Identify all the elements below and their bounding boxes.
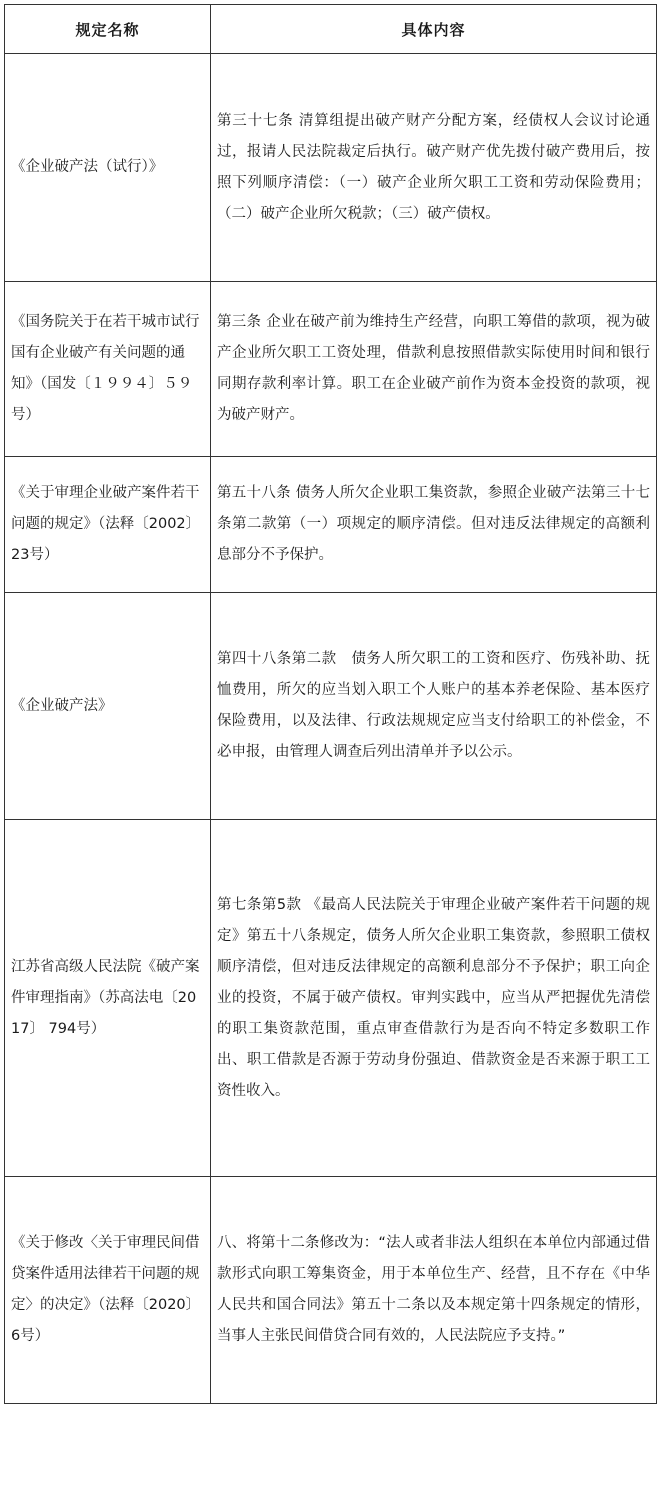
table-row (5, 593, 657, 820)
table-row (5, 1177, 657, 1404)
header-regulation-name: 规定名称 (5, 5, 211, 54)
regulation-name-cell: 《关于修改〈关于审理民间借贷案件适用法律若干问题的规定〉的决定》（法释〔2020〕6号） (5, 1177, 211, 1404)
regulation-name-cell: 《企业破产法（试行）》 (5, 54, 211, 282)
table-header-row (5, 5, 657, 54)
table-row (5, 820, 657, 1177)
regulation-name-cell: 《关于审理企业破产案件若干问题的规定》（法释〔2002〕23号） (5, 457, 211, 593)
regulations-table (4, 4, 657, 1404)
regulation-content-cell: 八、将第十二条修改为：“法人或者非法人组织在本单位内部通过借款形式向职工筹集资金，用于本单位生产、经营，且不存在《中华人民共和国合同法》第五十二条以及本规定第十四条规定的情形，当事人主张民间借贷合同有效的，人民法院应予支持。” (211, 1177, 657, 1404)
header-specific-content: 具体内容 (211, 5, 657, 54)
table-row (5, 54, 657, 282)
regulation-content-cell: 第三十七条 清算组提出破产财产分配方案，经债权人会议讨论通过，报请人民法院裁定后执行。破产财产优先拨付破产费用后，按照下列顺序清偿：（一）破产企业所欠职工工资和劳动保险费用；（二）破产企业所欠税款；（三）破产债权。 (211, 54, 657, 282)
regulation-content-cell: 第七条第5款 《最高人民法院关于审理企业破产案件若干问题的规定》第五十八条规定，债务人所欠企业职工集资款，参照职工债权顺序清偿，但对违反法律规定的高额利息部分不予保护；职工向企业的投资，不属于破产债权。审判实践中，应当从严把握优先清偿的职工集资款范围，重点审查借款行为是否向不特定多数职工作出、职工借款是否源于劳动身份强迫、借款资金是否来源于职工工资性收入。 (211, 820, 657, 1177)
regulation-content-cell: 第四十八条第二款 债务人所欠职工的工资和医疗、伤残补助、抚恤费用，所欠的应当划入职工个人账户的基本养老保险、基本医疗保险费用，以及法律、行政法规规定应当支付给职工的补偿金，不必申报，由管理人调查后列出清单并予以公示。 (211, 593, 657, 820)
regulation-name-cell: 《国务院关于在若干城市试行国有企业破产有关问题的通知》（国发〔１９９４〕５９号） (5, 282, 211, 457)
regulation-name-cell: 《企业破产法》 (5, 593, 211, 820)
regulation-name-cell: 江苏省高级人民法院《破产案件审理指南》（苏高法电〔2017〕 794号） (5, 820, 211, 1177)
table-row (5, 282, 657, 457)
regulation-content-cell: 第五十八条 债务人所欠企业职工集资款，参照企业破产法第三十七条第二款第（一）项规定的顺序清偿。但对违反法律规定的高额利息部分不予保护。 (211, 457, 657, 593)
regulation-content-cell: 第三条 企业在破产前为维持生产经营，向职工筹借的款项，视为破产企业所欠职工工资处理，借款利息按照借款实际使用时间和银行同期存款利率计算。职工在企业破产前作为资本金投资的款项，视为破产财产。 (211, 282, 657, 457)
table-row (5, 457, 657, 593)
